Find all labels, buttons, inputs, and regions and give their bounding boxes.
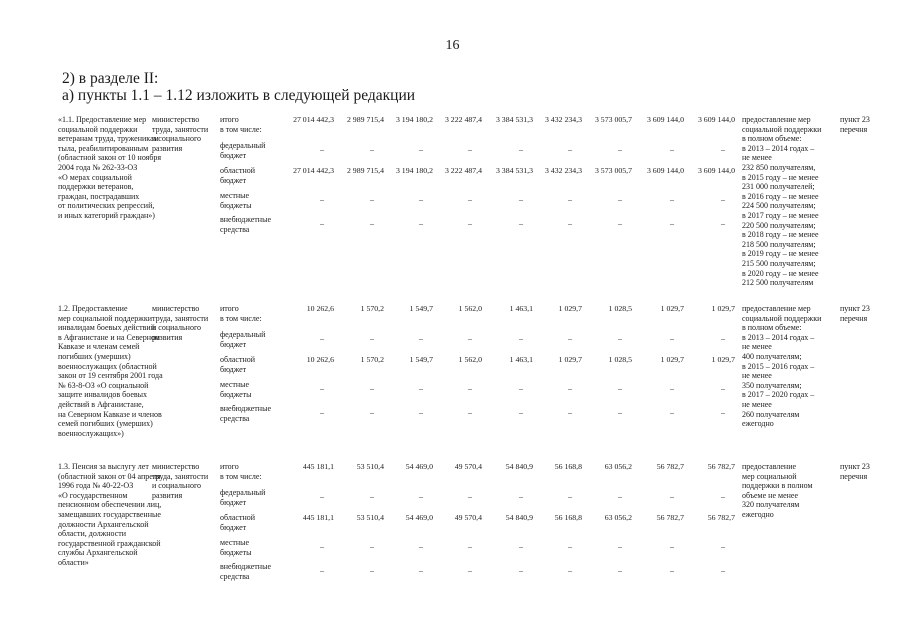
value-total: 63 056,2 xyxy=(604,462,632,471)
value-regional: 56 782,7 xyxy=(707,513,735,522)
program-description-line: замещавших государственные xyxy=(58,510,161,519)
funding-category-extrabudget: средства xyxy=(220,571,250,581)
value-dash-federal: – xyxy=(618,334,622,343)
program-description-line: (областной закон от 04 апреля xyxy=(58,471,161,481)
funding-category-regional: бюджет xyxy=(220,522,247,532)
value-dash-extrabudget: – xyxy=(370,566,374,575)
value-regional: 49 570,4 xyxy=(454,513,482,522)
program-description-line: защите инвалидов боевых xyxy=(58,390,148,400)
value-regional: 63 056,2 xyxy=(604,513,632,522)
expected-result-line: 350 получателям; xyxy=(742,380,802,390)
value-total: 1 028,5 xyxy=(608,304,632,313)
value-dash-local: – xyxy=(370,542,374,551)
value-dash-local: – xyxy=(519,542,523,551)
value-total: 3 609 144,0 xyxy=(697,115,735,124)
value-total: 56 782,7 xyxy=(656,462,684,471)
expected-result-line: ежегодно xyxy=(742,510,774,519)
value-dash-extrabudget: – xyxy=(419,566,423,575)
value-regional: 3 609 144,0 xyxy=(697,166,735,175)
value-dash-federal: – xyxy=(519,492,523,501)
value-regional: 54 840,9 xyxy=(505,513,533,522)
value-dash-federal: – xyxy=(468,145,472,154)
value-total: 10 262,6 xyxy=(306,304,334,313)
program-description-line: 1996 года № 40-22-ОЗ xyxy=(58,481,134,491)
program-description-line: области, должности xyxy=(58,529,127,539)
funding-category-regional: областной xyxy=(220,166,256,175)
expected-result-line: в 2015 году – не менее xyxy=(742,172,819,182)
value-dash-local: – xyxy=(320,542,324,551)
expected-result-line: 212 500 получателям xyxy=(742,278,814,288)
value-total: 3 384 531,3 xyxy=(495,115,533,124)
value-dash-extrabudget: – xyxy=(320,408,324,417)
program-description-line: военнослужащих (областной xyxy=(58,361,157,371)
value-dash-local: – xyxy=(468,542,472,551)
funding-category-extrabudget: внебюджетные xyxy=(220,215,271,224)
expected-result-line: 220 500 получателям; xyxy=(742,220,816,230)
value-dash-federal: – xyxy=(468,492,472,501)
program-description-line: «О мерах социальной xyxy=(58,172,132,182)
expected-result-line: мер социальной xyxy=(742,471,797,481)
expected-result-line: социальной поддержки xyxy=(742,313,822,323)
expected-result-line: 215 500 получателям; xyxy=(742,259,816,268)
funding-category-extrabudget: внебюджетные xyxy=(220,562,271,571)
expected-result-line: 218 500 получателям; xyxy=(742,239,816,249)
value-dash-federal: – xyxy=(670,492,674,501)
value-dash-federal: – xyxy=(370,334,374,343)
reference-line: пункт 23 xyxy=(840,462,870,471)
program-description-line: должности Архангельской xyxy=(58,519,149,529)
program-description-line: погибших (умерших) xyxy=(58,352,131,361)
value-regional: 3 609 144,0 xyxy=(646,166,684,175)
funding-category-extrabudget: средства xyxy=(220,224,250,234)
funding-category-extrabudget: внебюджетные xyxy=(220,404,271,413)
program-description-line: государственной гражданской xyxy=(58,538,161,548)
value-regional: 3 573 005,7 xyxy=(594,166,632,175)
funding-category-regional: областной xyxy=(220,513,256,522)
value-dash-local: – xyxy=(519,195,523,204)
value-dash-federal: – xyxy=(320,492,324,501)
expected-result-line: предоставление xyxy=(742,462,797,471)
responsible-executor-line: труда, занятости xyxy=(152,124,209,134)
reference-line: перечня xyxy=(840,471,868,481)
responsible-executor-line: труда, занятости xyxy=(152,471,209,481)
expected-result-line: в 2018 году – не менее xyxy=(742,230,819,240)
value-dash-federal: – xyxy=(320,334,324,343)
program-description-line: на Северном Кавказе и членов xyxy=(58,409,162,419)
program-description-line: 1.3. Пенсия за выслугу лет xyxy=(58,462,149,471)
funding-category-federal: федеральный xyxy=(220,488,266,497)
program-description-line: 2004 года № 262-33-ОЗ xyxy=(58,163,138,172)
value-dash-local: – xyxy=(670,384,674,393)
value-regional: 10 262,6 xyxy=(306,355,334,364)
value-dash-local: – xyxy=(568,384,572,393)
funding-category-regional: бюджет xyxy=(220,364,247,374)
section-heading: 2) в разделе II: xyxy=(62,70,159,87)
value-regional: 1 029,7 xyxy=(558,355,582,364)
value-total: 1 570,2 xyxy=(360,304,384,313)
value-total: 1 029,7 xyxy=(660,304,684,313)
expected-result-line: не менее xyxy=(742,153,772,163)
funding-category-federal: бюджет xyxy=(220,497,247,507)
value-dash-local: – xyxy=(568,195,572,204)
value-dash-federal: – xyxy=(419,492,423,501)
responsible-executor-line: развития xyxy=(152,490,183,500)
value-dash-federal: – xyxy=(468,334,472,343)
program-description-line: пенсионном обеспечении лиц, xyxy=(58,500,162,510)
value-dash-extrabudget: – xyxy=(618,566,622,575)
funding-category-local: бюджеты xyxy=(220,389,252,399)
expected-result-line: 260 получателям xyxy=(742,409,800,419)
value-dash-extrabudget: – xyxy=(419,408,423,417)
funding-category-federal: федеральный xyxy=(220,330,266,339)
program-description-line: «О государственном xyxy=(58,490,128,500)
funding-category-including: в том числе: xyxy=(220,314,262,323)
value-dash-local: – xyxy=(618,195,622,204)
value-total: 27 014 442,3 xyxy=(293,115,334,124)
expected-result-line: 400 получателям; xyxy=(742,352,802,361)
expected-result-line: социальной поддержки xyxy=(742,124,822,134)
program-description-line: от политических репрессий, xyxy=(58,201,155,211)
value-regional: 2 989 715,4 xyxy=(346,166,384,175)
program-description-line: № 63-8-ОЗ «О социальной xyxy=(58,380,149,390)
expected-result-line: в 2017 – 2020 годах – xyxy=(742,390,815,400)
expected-result-line: объеме не менее xyxy=(742,490,798,500)
reference-line: перечня xyxy=(840,313,868,323)
funding-category-local: местные xyxy=(220,538,250,547)
expected-result-line: 231 000 получателей; xyxy=(742,182,815,192)
expected-result-line: в 2015 – 2016 годах – xyxy=(742,361,815,371)
program-description-line: и иных категорий граждан») xyxy=(58,211,155,220)
expected-result-line: в 2013 – 2014 годах – xyxy=(742,143,815,153)
value-total: 56 782,7 xyxy=(707,462,735,471)
expected-result-line: 232 850 получателям, xyxy=(742,163,816,172)
value-total: 53 510,4 xyxy=(356,462,384,471)
responsible-executor-line: и социального xyxy=(152,481,202,491)
value-dash-local: – xyxy=(320,384,324,393)
value-dash-extrabudget: – xyxy=(568,408,572,417)
value-regional: 1 562,0 xyxy=(458,355,482,364)
value-dash-extrabudget: – xyxy=(519,566,523,575)
value-dash-federal: – xyxy=(618,145,622,154)
funding-category-federal: федеральный xyxy=(220,141,266,150)
value-dash-extrabudget: – xyxy=(618,219,622,228)
expected-result-line: в 2013 – 2014 годах – xyxy=(742,332,815,342)
value-dash-local: – xyxy=(419,384,423,393)
program-description-line: действий в Афганистане, xyxy=(58,400,144,409)
value-regional: 445 181,1 xyxy=(302,513,334,522)
responsible-executor-line: труда, занятости xyxy=(152,313,209,323)
responsible-executor-line: министерство xyxy=(152,115,200,124)
value-dash-federal: – xyxy=(320,145,324,154)
value-dash-extrabudget: – xyxy=(670,566,674,575)
expected-result-line: в полном объеме: xyxy=(742,323,802,333)
value-regional: 56 168,8 xyxy=(554,513,582,522)
expected-result-line: ежегодно xyxy=(742,419,774,429)
expected-result-line: 320 получателям xyxy=(742,500,800,510)
value-total: 3 609 144,0 xyxy=(646,115,684,124)
value-dash-extrabudget: – xyxy=(468,566,472,575)
expected-result-line: не менее xyxy=(742,342,772,352)
value-total: 3 432 234,3 xyxy=(544,115,582,124)
funding-category-total: итого xyxy=(220,115,239,124)
responsible-executor-line: развития xyxy=(152,332,183,342)
value-total: 1 029,7 xyxy=(558,304,582,313)
program-description-line: области» xyxy=(58,558,89,567)
expected-result-line: не менее xyxy=(742,400,772,409)
value-dash-extrabudget: – xyxy=(468,408,472,417)
program-description-line: граждан, пострадавших xyxy=(58,191,140,201)
program-description-line: службы Архангельской xyxy=(58,548,138,558)
value-dash-federal: – xyxy=(519,145,523,154)
funding-category-regional: бюджет xyxy=(220,175,247,185)
funding-category-regional: областной xyxy=(220,355,256,364)
reference-line: перечня xyxy=(840,124,868,134)
program-description-line: ветеранам труда, труженикам xyxy=(58,134,159,144)
value-regional: 3 384 531,3 xyxy=(495,166,533,175)
value-dash-extrabudget: – xyxy=(568,566,572,575)
value-dash-federal: – xyxy=(618,492,622,501)
value-dash-extrabudget: – xyxy=(419,219,423,228)
value-dash-federal: – xyxy=(568,492,572,501)
value-dash-local: – xyxy=(419,195,423,204)
program-description-line: военнослужащих») xyxy=(58,428,124,438)
funding-category-including: в том числе: xyxy=(220,472,262,481)
funding-category-local: местные xyxy=(220,380,250,389)
value-regional: 1 570,2 xyxy=(360,355,384,364)
value-dash-local: – xyxy=(721,542,725,551)
value-total: 1 549,7 xyxy=(409,304,433,313)
program-description-line: инвалидам боевых действий xyxy=(58,323,155,333)
funding-category-local: бюджеты xyxy=(220,200,252,210)
value-regional: 53 510,4 xyxy=(356,513,384,522)
value-dash-extrabudget: – xyxy=(721,408,725,417)
value-dash-local: – xyxy=(618,384,622,393)
value-total: 56 168,8 xyxy=(554,462,582,471)
funding-category-local: бюджеты xyxy=(220,547,252,557)
value-total: 445 181,1 xyxy=(302,462,334,471)
responsible-executor-line: и социального xyxy=(152,323,202,333)
funding-category-total: итого xyxy=(220,462,239,471)
value-regional: 56 782,7 xyxy=(656,513,684,522)
value-dash-extrabudget: – xyxy=(320,219,324,228)
expected-result-line: в 2019 году – не менее xyxy=(742,249,819,259)
value-dash-extrabudget: – xyxy=(519,408,523,417)
value-regional: 3 432 234,3 xyxy=(544,166,582,175)
value-dash-federal: – xyxy=(370,145,374,154)
program-description-line: мер социальной поддержки xyxy=(58,313,152,323)
page-number: 16 xyxy=(445,38,460,53)
value-dash-local: – xyxy=(468,384,472,393)
value-dash-extrabudget: – xyxy=(370,219,374,228)
value-dash-extrabudget: – xyxy=(370,408,374,417)
value-total: 1 562,0 xyxy=(458,304,482,313)
responsible-executor-line: и социального xyxy=(152,134,202,144)
value-dash-extrabudget: – xyxy=(320,566,324,575)
value-dash-local: – xyxy=(468,195,472,204)
expected-result-line: в 2016 году – не менее xyxy=(742,191,819,201)
funding-category-extrabudget: средства xyxy=(220,413,250,423)
value-dash-extrabudget: – xyxy=(670,219,674,228)
value-dash-extrabudget: – xyxy=(670,408,674,417)
expected-result-line: 224 500 получателям; xyxy=(742,201,816,211)
value-regional: 1 028,5 xyxy=(608,355,632,364)
value-total: 1 463,1 xyxy=(509,304,533,313)
expected-result-line: в 2020 году – не менее xyxy=(742,268,819,278)
value-dash-local: – xyxy=(568,542,572,551)
value-dash-federal: – xyxy=(370,492,374,501)
value-total: 49 570,4 xyxy=(454,462,482,471)
value-dash-extrabudget: – xyxy=(721,219,725,228)
value-dash-federal: – xyxy=(670,334,674,343)
program-description-line: 1.2. Предоставление xyxy=(58,304,128,313)
value-regional: 1 549,7 xyxy=(409,355,433,364)
value-regional: 1 029,7 xyxy=(711,355,735,364)
value-total: 3 573 005,7 xyxy=(594,115,632,124)
value-dash-federal: – xyxy=(519,334,523,343)
program-description-line: тыла, реабилитированным xyxy=(58,143,149,153)
value-dash-extrabudget: – xyxy=(618,408,622,417)
value-dash-federal: – xyxy=(670,145,674,154)
value-dash-extrabudget: – xyxy=(568,219,572,228)
value-total: 54 469,0 xyxy=(405,462,433,471)
funding-category-local: местные xyxy=(220,191,250,200)
value-dash-federal: – xyxy=(419,145,423,154)
value-regional: 3 194 180,2 xyxy=(395,166,433,175)
value-total: 3 222 487,4 xyxy=(444,115,482,124)
value-regional: 1 463,1 xyxy=(509,355,533,364)
value-dash-local: – xyxy=(721,195,725,204)
value-dash-local: – xyxy=(670,195,674,204)
value-dash-extrabudget: – xyxy=(519,219,523,228)
program-description-line: (областной закон от 10 ноября xyxy=(58,153,162,163)
value-dash-extrabudget: – xyxy=(468,219,472,228)
program-description-line: поддержки ветеранов, xyxy=(58,182,134,192)
funding-category-total: итого xyxy=(220,304,239,313)
value-dash-federal: – xyxy=(721,145,725,154)
reference-line: пункт 23 xyxy=(840,304,870,313)
value-regional: 54 469,0 xyxy=(405,513,433,522)
value-dash-federal: – xyxy=(419,334,423,343)
value-dash-local: – xyxy=(320,195,324,204)
program-description-line: закон от 19 сентября 2001 года xyxy=(58,371,163,381)
expected-result-line: предоставление мер xyxy=(742,115,811,124)
value-dash-extrabudget: – xyxy=(721,566,725,575)
expected-result-line: в полном объеме: xyxy=(742,134,802,144)
program-description-line: социальной поддержки xyxy=(58,124,138,134)
value-dash-local: – xyxy=(370,195,374,204)
program-description-line: в Афганистане и на Северном xyxy=(58,332,160,342)
value-dash-local: – xyxy=(618,542,622,551)
program-description-line: семей погибших (умерших) xyxy=(58,419,153,429)
value-dash-federal: – xyxy=(568,334,572,343)
funding-category-including: в том числе: xyxy=(220,125,262,134)
responsible-executor-line: развития xyxy=(152,143,183,153)
value-dash-federal: – xyxy=(568,145,572,154)
value-total: 2 989 715,4 xyxy=(346,115,384,124)
program-description-line: Кавказе и членам семей xyxy=(58,342,140,352)
expected-result-line: предоставление мер xyxy=(742,304,811,313)
program-description-line: «1.1. Предоставление мер xyxy=(58,115,147,124)
responsible-executor-line: министерство xyxy=(152,304,200,313)
value-total: 54 840,9 xyxy=(505,462,533,471)
funding-category-federal: бюджет xyxy=(220,339,247,349)
value-dash-federal: – xyxy=(721,492,725,501)
expected-result-line: не менее xyxy=(742,371,772,381)
value-dash-local: – xyxy=(370,384,374,393)
value-total: 3 194 180,2 xyxy=(395,115,433,124)
value-dash-local: – xyxy=(419,542,423,551)
expected-result-line: в 2017 году – не менее xyxy=(742,211,819,220)
value-total: 1 029,7 xyxy=(711,304,735,313)
value-regional: 1 029,7 xyxy=(660,355,684,364)
value-dash-local: – xyxy=(721,384,725,393)
responsible-executor-line: министерство xyxy=(152,462,200,471)
value-dash-local: – xyxy=(519,384,523,393)
expected-result-line: поддержки в полном xyxy=(742,481,813,491)
value-dash-federal: – xyxy=(721,334,725,343)
value-regional: 27 014 442,3 xyxy=(293,166,334,175)
funding-category-federal: бюджет xyxy=(220,150,247,160)
value-dash-local: – xyxy=(670,542,674,551)
value-regional: 3 222 487,4 xyxy=(444,166,482,175)
reference-line: пункт 23 xyxy=(840,115,870,124)
sub-heading: а) пункты 1.1 – 1.12 изложить в следующей редакции xyxy=(62,87,416,104)
